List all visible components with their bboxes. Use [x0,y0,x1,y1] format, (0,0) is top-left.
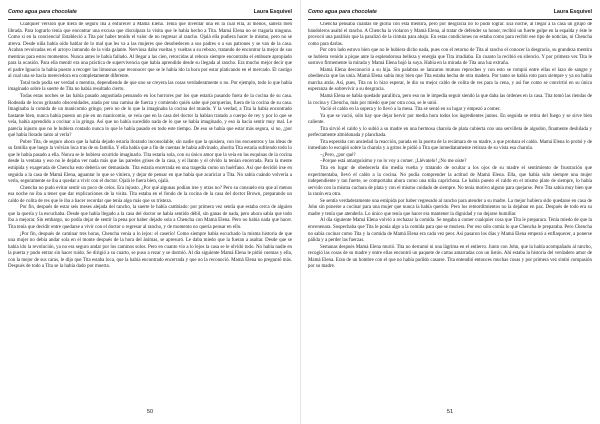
paragraph: Se sentía verdaderamente una estúpida por haber regresado al rancho para atender a su madre. La mejor hubiera sido quedarse en casa de John sin ponerse a cocinar para una mujer que nunca la había querido. Pero los remordimientos no la dejaban en paz. Después de todo era su madre y tenía que atenderla. Lo único que tenía que hacer era mantener la dignidad y no dejarse humillar. [308,198,592,217]
paragraph: Por otro lado estuvo bien que no le hubiera dicho nada, pues con el retorno de Tita al rancho el conocer la desgracia, su grandeza mentira se hubiera venido a pique ante la esplendorosa belleza y energía que Tita irradiaba. En cuanto la recibió en silencio. Y por primera vez Tita le sostuvo firmemente la mirada y Mamá Elena bajó la suya. Había en la mirada de Tita una luz extraña. [308,48,592,67]
paragraph: Al día siguiente Mamá Elena volvió a rechazar la comida. Se negaba a comer cualquier cosa que Tita le preparara. Tenía miedo de que la envenenara. Sospechaba que Tita le ponía algo a la comida para que se muriera. Por eso sólo comía lo que Chencha le preparaba. Pero Chencha no sabía cocinar como Tita y la comida de Mamá Elena era cada vez peor. Así pasaron los días y Mamá Elena empezó a enflaquecer, a ponerse pálida y a perder las fuerzas. [308,218,592,244]
page-header [308,7,592,20]
paragraph: Chencha pensaba cuántas de gloria con esta mentira, pero por desgracia no lo pudo lograr. Esa noche, al llegar a la casa un grupo de bandoleros asaltó el rancho. A Chencha la violaron y Mamá Elena, al tratar de defender su honor, recibió un fuerte golpe en la espalda y éste le provocó una parálisis que la paralizó de la cintura para abajo. En estas condiciones no estaba como para recibir ese tipo de noticias, ni Chencha como para darlas. [308,22,592,47]
page-header [8,7,292,20]
page-number: 50 [146,409,154,415]
paragraph: –Porque está amarguísimo y no lo voy a comer. ¡Llévatelo! ¿No me oíste? [320,159,467,165]
author-name: Laura Esquivel [553,9,592,15]
left-page-body [8,22,292,408]
page-number: 51 [446,409,454,415]
paragraph: Semanas después Mamá Elena murió. Tita no derramó ni una lágrima en el entierro. Junto con John, que la había acompañado al rancho, recogió las cosas de su madre y entre ellas encontró un paquete de cartas amarradas con un listón. Ahí estaba la historia del verdadero amor de Mamá Elena. Eran de un hombre con el que no había podido casarse. Tita entendió entonces muchas cosas y por primera vez sintió compasión por su madre. [308,244,592,270]
right-page [300,0,600,424]
right-page-body [308,22,592,408]
paragraph: Ya que se vació, sólo hay que dejar hervir por media hora todos los ingredientes juntos. En seguida se retira del fuego y se sirve bien caliente. [308,113,592,126]
paragraph: ¡Por fin, después de caminar tres horas, Chencha venía a lo lejos: el caserío! Como siempre había escuchado la misma historia de que una mujer no debía andar sola en el monte después de la hora del ánimas, se apresuró. Le daba miedo que la fueran a asaltar. Desde que se había ido la revolución, ya no era seguro andar por los caminos solos. Pero en cuanto vio a lo lejos la casa se le olvidó todo. No había nadie en la puerta y pudo entrar sin hacer ruido. Se dirigió a su cuarto, se puso a rezar y se durmió. Al día siguiente Mamá Elena le pidió cuentas y ella, con la mejor de sus caras, le dijo que Tita estaba loca, que la había encontrado encerrada y que no la reconoció. Mamá Elena no preguntó más. Después de todo a Tita se la había dado por muerta. [8,231,292,270]
paragraph: Tita sirvió el caldo y lo subió a su madre en una hermosa charola de plata cubierta con una servilleta de algodón, finamente deshilada y perfectamente almidonada y planchada. [308,126,592,139]
paragraph: Tita esperaba con ansiedad la reacción, parada en la puerta de la recámara de su madre, a que probara el caldo. Mamá Elena lo probó y de inmediato lo escupió sobre la charola y a gritos le pidió a Tita que inmediatamente retirara de su vista esa charola. [308,139,592,152]
book-title: Como agua para chocolate [8,9,77,15]
paragraph: Vació el caldo en la sopera y lo llevó a la mesa. Tita se sentó en su lugar y empezó a comer. [320,107,501,113]
author-name: Laura Esquivel [253,9,292,15]
paragraph: Tita en lugar de obedecerla dio media vuelta y tratando de ocultar a los ojos de su madre el sentimiento de frustración que experimentaba, llevó el caldo a la cocina. No podía comprender la actitud de Mamá Elena. Ella, que había sido siempre una mujer independiente y tan fuerte, se comportaba ahora como una niña caprichosa. Le había puesto el caldo en el mismo plato de siempre, lo había servido con la misma cuchara de plata y con el mismo cuidado de siempre. No tenía motivo alguno para quejarse. Pero Tita sabía muy bien que la razón era otra. [308,166,592,198]
paragraph: Todas estas noches se las había pasado angustiada pensando en los horrores por los que estaría pasando fuera de la cocina de su casa. Rodeada de locos gritando obscenidades, atada por una camisa de fuerza y comiendo quién sabe qué porquerías, fuera de la cocina de su casa. Imaginaba la comida de un manicomio gringo, pero no de lo que la imaginaba la cocina del mundo. Y la verdad, a Tita la había encontrado bastante bien, nunca había puesto un pie en un manicomio, se veía que en la casa del doctor la habían tratado a cuerpo de rey y por lo que se veía, había aprendido a cocinar a la gringa. Así que no había sucedido nada de lo que se había imaginado, y eso la hacía sentir muy mal. Le parecía injusto que no le hubiera contado nunca lo que le había pasado en todo este tiempo. De eso se había que estar más segura, si no, ¿por qué había llorado tanto al verla? [8,94,292,139]
paragraph: Cualquier versión que diera de seguro iba a enfurecer a Mamá Elena. Tenía que inventar una en la cual ella, al menos, saliera bien librada. Para lograrlo tenía que encontrar una excusa que disculpara la visita que le había hecho a Tita. Mamá Elena no se tragaría ninguna. Como si en la conciencia! Estableció a Tita por haber tenido el valor de no regresar al rancho. Ojalá ella pudiera hacer lo mismo, pero no se atreva. Desde niña había oído hablar de lo mal que les va a las mujeres que desobedecen a sus padres o a sus patrones y se van de la casa. Acaban revolcadas en el arroyo inmundo de la vida galante. Nerviosa daba vueltas y vueltas a su rebozo, tratando de encontrar la mejor de sus mentiras para estos momentos. Nunca antes le había fallado. Al llegar a las cien, retorcidas al rebozo siempre encontraba el embuste apropiado para la ocasión. Para ella mentir era una práctica de supervivencia que había aprendido desde su llegada al rancho. Era mucho mejor decir que el padre Ignacio la había puesto a recoger las limosnas que reconocer que se le había ido la hora por estar platicando en el mercado. El castigo al cual una se hacía merecedora era completamente diferente. [8,22,292,80]
paragraph: Total todo podía ser verdad o mentira, dependiendo de que uno se creyera las cosas verdaderamente o no. Por ejemplo, todo lo que había imaginado sobre la suerte de Tita no había resultado cierto. [8,80,292,93]
paragraph: Pobre Tita, de seguro ahora que la había dejado estaría llorando inconsolable, sin nadie que la quisiera, con los encuentros y las ideas de su familia que luego la volvían loca tras de su familia. Y ella había que a fin de cuentas le había adivinado, ahorita Tita estaría sufriendo todo lo que le había pasado a ella. Nunca se le hubiera ocurrido imaginarlo. Tita estaría sola, con su único amor que la veía en las esquinas de la cocina desde la ventana y eso no le dejaba ver nada más que las paredes grises de la casa, y el llanto y el olvido la tenían encerrada. Para la mente estúpida y exagerada de Chencha esto debería ser demasiado. Tita estaría encerrada en una tragedia como un huérfano. Así que decidió irse en seguida a la casa de Mamá Elena, aguantar lo que se viniera, y dejar de pensar en que había que acariciar a Tita. No sabía cuándo volvería a verla, seguramente se iba a quedar a vivir con el doctor. Ojalá le fuera bien, ojalá. [8,139,292,185]
paragraph: –¿Pero, ¿por qué? [320,152,356,158]
book-title: Como agua para chocolate [308,9,377,15]
paragraph: Por fin, después de estar seis meses alejada del rancho, la suerte le había cambiado: por primera vez sentía que estaba cerca de alguien que la quería y la escuchaba. Desde que había llegado a la casa del doctor se había sentido débil, sin ganas de nada, pero ahora sabía que todo iba a mejorar. Sin embargo, no podía dejar de sentir la pena por haber dejado sola a Chencha con Mamá Elena. Pero no había nada que hacer. Tita tenía que decidir entre quedarse a vivir con el doctor o regresar al rancho, y de momento no quería pensar en ello. [8,205,292,230]
paragraph: Mamá Elena se había quedado paralítica, pero eso no le impedía seguir siendo la que daba las órdenes en la casa. Tita tomó las riendas de la cocina y Chencha, más por miedo que por otra cosa, se le unió. [308,94,592,106]
paragraph: Chencha no pudo evitar sentir un poco de celos. Era injusto. ¿Por qué algunas podían irse y otras no? Pero su consuelo era que al menos esa noche no iba a tener que dar explicaciones de la visita. Tita estaba en el fondo de la cocina de la casa del doctor Brown, preparando un caldo de colita de res que le iba a hacer recordar que tenía algo más que su tristeza. [8,185,292,204]
paragraph: Mamá Elena desconoció a su hija. Sin palabras se lanzaron mutuos reproches y con esto se rompió entre ellas el lazo de sangre y obediencia que las unía. Mamá Elena sabía muy bien que Tita estaba hecha de otra madera. Por tanto se había roto para siempre y ya no había marcha atrás. Así, pues, Tita no lo hizo esperar, le dio su mejor caldo de colita de res para la cena, y así fue como se convirtió en su única esperanza de sobrevivir a su desgracia. [308,67,592,93]
